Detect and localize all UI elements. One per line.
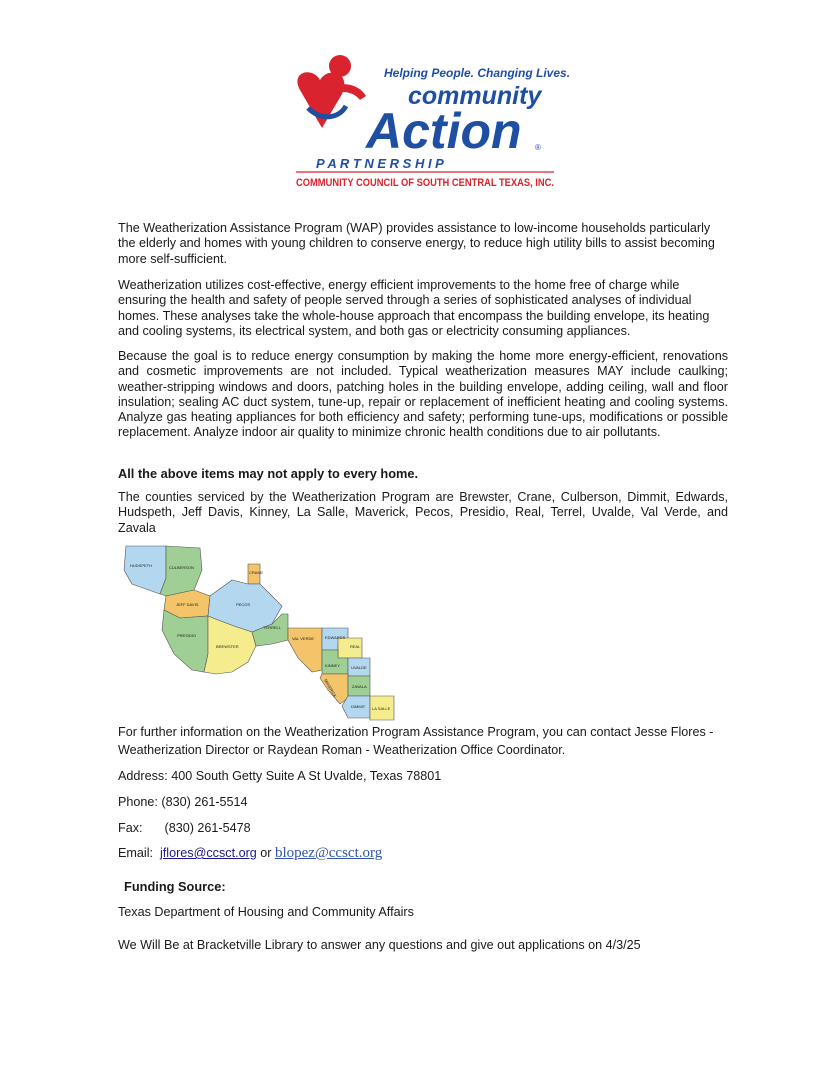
community-action-logo [290,50,571,195]
heart-figure-icon [297,55,366,128]
funding-heading: Funding Source: [124,879,226,894]
map-label-uvalde: UVALDE [351,665,367,670]
email-line [118,845,382,862]
map-label-jeff-davis: JEFF DAVIS [176,602,199,607]
email-or: or [260,846,272,860]
announcement: We Will Be at Bracketville Library to answer any questions and give out applications on 4/3/25 [118,938,641,952]
map-label-val-verde: VAL VERDE [292,636,315,641]
email-link-jflores[interactable]: jflores@ccsct.org [160,846,257,860]
counties-paragraph: The counties serviced by the Weatherization Program are Brewster, Crane, Culberson, Dimmit, Edwards, Hudspeth, Jeff Davis, Kinney, La Salle, Maverick, Pecos, Presidio, Real, Terrel, Uvalde, Val Verde, and Zavala [118,490,728,535]
map-label-dimmit: DIMMIT [351,704,366,709]
map-label-hudspeth: HUDSPETH [130,563,153,568]
service-area-map [122,540,397,722]
logo-org-name: COMMUNITY COUNCIL OF SOUTH CENTRAL TEXAS, INC. [296,177,554,189]
county-presidio [162,610,208,672]
email-label: Email: [118,846,153,860]
logo-word-community: community [408,82,542,110]
county-culberson [160,546,202,596]
fax-number: (830) 261-5478 [164,821,251,835]
map-label-culberson: CULBERSON [169,565,194,570]
funding-source: Texas Department of Housing and Community Affairs [118,905,414,919]
logo-tagline: Helping People. Changing Lives. [384,66,571,80]
county-val-verde [288,628,322,672]
county-hudspeth [124,546,166,594]
map-label-terrell: TERRELL [263,625,282,630]
logo-partnership: P A R T N E R S H I P [316,156,444,171]
weatherization-paragraph: Weatherization utilizes cost-effective, energy efficient improvements to the home free of charge while ensuring the health and safety of people served through a series of sophisticated analyses of individual homes. These analyses take the whole-house approach that encompass the building envelope, its heating and cooling systems, its electrical system, and both gas or electricity consuming appliances. [118,278,710,338]
map-label-brewster: BREWSTER [216,644,239,649]
map-label-edwards: EDWARDS [325,635,346,640]
map-label-zavala: ZAVALA [352,684,367,689]
fax-label: Fax: [118,821,143,835]
map-label-maverick: MAVERICK [323,678,338,699]
phone-line: Phone: (830) 261-5514 [118,795,248,809]
map-label-pecos: PECOS [236,602,251,607]
further-info: For further information on the Weatherization Program Assistance Program, you can contact Jesse Flores - Weatherization Director or Raydean Roman - Weatherization Office Coordinator. [118,725,714,757]
fax-line [118,821,251,835]
map-label-kinney: KINNEY [325,663,340,668]
email-link-blopez[interactable]: blopez@ccsct.org [274,845,383,861]
logo-registered-mark: ® [535,143,541,152]
map-label-real: REAL [350,644,361,649]
map-label-la-salle: LA SALLE [372,706,391,711]
measures-paragraph: Because the goal is to reduce energy consumption by making the home more energy-efficient, renovations and cosmetic improvements are not included. Typical weatherization measures MAY include caulking; weather-stripping windows and doors, patching holes in the building envelope, adding ceiling, wall and floor insulation; sealing AC duct system, tune-up, repair or replacement of inefficient heating and cooling systems. Analyze gas heating appliances for both efficiency and safety; performing tune-ups, modifications or possible replacement. Analyze indoor air quality to minimize chronic health conditions due to air pollutants. [118,349,728,440]
map-label-presidio: PRESIDIO [177,633,197,638]
map-label-crane: CRANE [249,570,264,575]
intro-paragraph: The Weatherization Assistance Program (WAP) provides assistance to low-income households particularly the elderly and homes with young children to conserve energy, to reduce high utility bills to assist becoming more self-sufficient. [118,221,715,266]
logo-word-action: Action [366,103,522,159]
disclaimer-note: All the above items may not apply to every home. [118,466,419,481]
address-line: Address: 400 South Getty Suite A St Uvalde, Texas 78801 [118,769,442,783]
